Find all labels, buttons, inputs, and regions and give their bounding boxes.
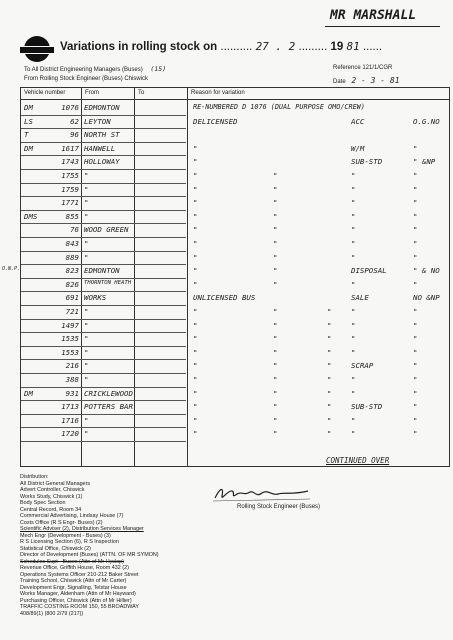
title-year: 81	[346, 40, 360, 53]
row-from: WORKS	[84, 293, 107, 303]
row-rule	[21, 223, 186, 224]
row-vehicle-number: 1076	[61, 103, 79, 112]
row-mark-2: "	[351, 225, 356, 235]
row-reason: "	[193, 184, 198, 194]
distribution-item: Director of Development (Buses) (ATTN. OF MR SYMON)	[20, 552, 159, 558]
row-vehicle-number: 216	[65, 361, 79, 371]
row-mark-3: "	[413, 279, 418, 289]
roundel-logo-icon	[24, 36, 50, 62]
row-vehicle-number: 931	[65, 388, 79, 398]
row-from: "	[84, 184, 89, 194]
row-mark-1: "	[273, 402, 278, 412]
row-mark-3: "	[413, 239, 418, 248]
continued-note: CONTINUED OVER	[326, 456, 390, 465]
row-reason: "	[193, 388, 198, 398]
row-mark-2: "	[351, 184, 356, 194]
title-dots-2: .........	[298, 41, 328, 53]
row-reason: "	[193, 266, 198, 276]
col-header-from: From	[85, 90, 99, 96]
row-vehicle-number: 1713	[61, 402, 79, 412]
row-mark-1: "	[273, 388, 278, 398]
distribution-item: Costs Office (R S Engr- Buses) (2)	[20, 519, 103, 526]
distribution-item: Purchasing Officer, Chiswick (Attn of Mr Hillier)	[20, 597, 132, 604]
row-vehicle-number: 855	[65, 211, 79, 221]
row-vehicle-number: 826	[65, 279, 79, 289]
row-mark-3: "	[413, 402, 418, 412]
row-mark-1: "	[273, 415, 278, 425]
row-vehicle-number: 1553	[61, 347, 79, 357]
distribution-item: Advert Controller, Chiswick	[20, 487, 85, 493]
row-mark-2: "	[351, 429, 356, 439]
row-vehicle-number: 1535	[61, 334, 79, 344]
row-mark-3: "	[413, 225, 418, 235]
row-mark-1: "	[273, 375, 278, 384]
date-value: 2 - 3 - 81	[351, 76, 400, 85]
row-from: "	[84, 307, 89, 316]
to-count: (15)	[150, 65, 167, 73]
row-from: POTTERS BAR	[84, 402, 133, 412]
row-mark-3: "	[413, 143, 418, 153]
row-mark-4: "	[327, 347, 332, 357]
row-vehicle-number: 62	[70, 116, 79, 126]
row-mark-4: "	[327, 388, 332, 398]
row-mark-3: "	[413, 171, 418, 180]
row-mark-4: "	[327, 320, 332, 330]
row-mark-1: "	[273, 361, 278, 371]
row-mark-1: "	[273, 252, 278, 262]
row-mark-2: "	[351, 279, 356, 289]
row-rule	[21, 142, 186, 143]
distribution-item: Operations Systems Officer 210-212 Baker Street	[20, 571, 139, 578]
row-mark-2: W/M	[351, 143, 365, 153]
row-mark-4: "	[327, 415, 332, 425]
table-header-rule	[21, 99, 449, 100]
row-rule	[21, 264, 186, 265]
row-class: LS	[24, 116, 33, 126]
row-from: THORNTON HEATH	[84, 279, 132, 286]
row-rule	[21, 427, 186, 428]
row-mark-4: "	[327, 375, 332, 384]
row-reason: "	[193, 307, 198, 316]
row-mark-2: SUB-STD	[351, 402, 383, 412]
row-vehicle-number: 1743	[61, 157, 79, 167]
row-rule	[21, 155, 186, 156]
row-from: LEYTON	[84, 116, 111, 126]
row-mark-1: "	[273, 334, 278, 344]
row-mark-2: SCRAP	[351, 361, 374, 371]
row-mark-2: "	[351, 320, 356, 330]
col-divider-reason	[187, 88, 188, 466]
row-vehicle-number: 1716	[61, 415, 79, 425]
row-rule	[21, 251, 186, 252]
row-rule	[21, 305, 186, 306]
signature-label: Rolling Stock Engineer (Buses)	[237, 504, 321, 510]
row-mark-1: "	[273, 320, 278, 330]
row-reason: "	[193, 157, 198, 167]
row-from: "	[84, 429, 89, 439]
row-rule	[21, 183, 186, 184]
row-vehicle-number: 1759	[61, 184, 79, 194]
row-reason: DELICENSED	[193, 116, 238, 126]
row-rule	[21, 387, 186, 388]
row-mark-2: "	[351, 307, 356, 316]
row-reason: "	[193, 198, 198, 208]
row-from: EDMONTON	[84, 266, 120, 276]
distribution-item: Commercial Advertising, Lindsay House (7)	[20, 513, 124, 519]
row-vehicle-number: 1771	[61, 198, 79, 208]
from-line: From Rolling Stock Engineer (Buses) Chiswick	[24, 76, 149, 82]
row-mark-3: "	[413, 198, 418, 208]
reference-label: Reference 121/1/CGR	[333, 65, 393, 71]
row-mark-2: ACC	[351, 116, 365, 126]
title-dots-1: ..........	[220, 41, 253, 53]
row-from: "	[84, 334, 89, 344]
row-vehicle-number: 1617	[61, 143, 79, 153]
row-mark-1: "	[273, 198, 278, 208]
row-from: WOOD GREEN	[84, 225, 129, 235]
row-vehicle-number: 721	[65, 307, 79, 316]
row-reason: "	[193, 361, 198, 371]
row-rule	[21, 441, 186, 442]
row-mark-3: "	[413, 211, 418, 221]
row-mark-3: "	[413, 361, 418, 371]
row-mark-2: "	[351, 239, 356, 248]
row-vehicle-number: 1497	[61, 320, 79, 330]
row-class: T	[24, 130, 29, 140]
row-mark-2: "	[351, 252, 356, 262]
row-mark-2: SALE	[351, 293, 369, 303]
row-mark-3: NO &NP	[413, 293, 440, 303]
row-reason: "	[193, 402, 198, 412]
row-class: DMS	[24, 211, 38, 221]
row-mark-3: "	[413, 375, 418, 384]
row-rule	[21, 373, 186, 374]
col-header-to: To	[138, 90, 145, 96]
row-mark-1: "	[273, 266, 278, 276]
row-mark-2: DISPOSAL	[351, 266, 387, 276]
handwritten-name: MR MARSHALL	[330, 8, 417, 23]
row-from: EDMONTON	[84, 103, 120, 112]
row-mark-4: "	[327, 429, 332, 439]
row-rule	[21, 291, 186, 292]
row-mark-2: SUB-STD	[351, 157, 383, 167]
row-mark-3: "	[413, 347, 418, 357]
distribution-item: Works Study, Chiswick (1)	[20, 493, 83, 500]
row-reason: "	[193, 334, 198, 344]
row-rule	[21, 210, 186, 211]
distribution-item: Scientific Adviser (2), Distribution Services Manager	[20, 526, 144, 532]
distribution-item: Mech Engr (Development - Buses) (3)	[20, 532, 111, 539]
row-from: HOLLOWAY	[84, 157, 120, 167]
row-mark-1: "	[273, 239, 278, 248]
row-rule	[21, 359, 186, 360]
row-vehicle-number: 388	[65, 375, 79, 384]
distribution-item: All District General Managers	[20, 480, 91, 487]
row-rule	[21, 237, 186, 238]
row-rule	[21, 278, 186, 279]
row-from: "	[84, 239, 89, 248]
distribution-item: R S Licensing Section (6), R S Inspection	[20, 539, 119, 545]
row-mark-3: " & NO	[413, 266, 440, 276]
row-reason: "	[193, 143, 198, 153]
col-header-reason: Reason for variation	[191, 90, 245, 96]
row-mark-1: "	[273, 211, 278, 221]
distribution-heading: Distribution:	[20, 474, 49, 480]
row-vehicle-number: 76	[70, 225, 79, 235]
distribution-item: Works Manager, Aldenham (Attn of Mr Hayward)	[20, 591, 136, 597]
distribution-item: Training School, Chiswick (Attn of Mr Carter)	[20, 578, 127, 584]
row-class: DM	[24, 388, 33, 398]
row-mark-2: "	[351, 171, 356, 180]
row-reason: RE-NUMBERED D 1076 (DUAL PURPOSE OMO/CREW)	[193, 103, 365, 111]
row-mark-3: "	[413, 307, 418, 316]
distribution-item: TRAFFIC COSTING ROOM 150, 55 BROADWAY	[20, 604, 139, 610]
row-mark-2: "	[351, 347, 356, 357]
row-rule	[21, 400, 186, 401]
row-reason: "	[193, 225, 198, 235]
title-year-prefix: 19	[330, 41, 344, 53]
row-from: "	[84, 320, 89, 330]
row-rule	[21, 128, 186, 129]
row-rule	[21, 414, 186, 415]
row-mark-1: "	[273, 225, 278, 235]
row-rule	[21, 169, 186, 170]
row-reason: "	[193, 279, 198, 289]
row-mark-4: "	[327, 402, 332, 412]
row-rule	[21, 332, 186, 333]
row-mark-3: "	[413, 388, 418, 398]
row-mark-2: "	[351, 198, 356, 208]
row-mark-3: "	[413, 429, 418, 439]
row-vehicle-number: 843	[65, 239, 79, 248]
row-class: DM	[24, 103, 33, 112]
row-mark-2: "	[351, 415, 356, 425]
date-field	[333, 76, 400, 85]
row-mark-4: "	[327, 307, 332, 316]
distribution-item: Body Spec Section	[20, 500, 66, 506]
row-rule	[21, 115, 186, 116]
row-mark-3: O.G.NO	[413, 116, 440, 126]
row-mark-1: "	[273, 171, 278, 180]
to-line-text: To All District Engineering Managers (Buses)	[24, 67, 143, 73]
row-mark-2: "	[351, 211, 356, 221]
row-mark-3: "	[413, 320, 418, 330]
row-vehicle-number: 691	[65, 293, 79, 303]
row-vehicle-number: 1720	[61, 429, 79, 439]
row-mark-2: "	[351, 334, 356, 344]
row-reason: "	[193, 211, 198, 221]
row-mark-1: "	[273, 307, 278, 316]
name-underline	[325, 26, 440, 27]
col-header-vehicle: Vehicle number	[24, 90, 66, 96]
row-mark-2: "	[351, 375, 356, 384]
to-line	[24, 65, 166, 73]
distribution-item: Revenue Office, Griffith House, Room 432 (2)	[20, 565, 129, 571]
distribution-item: 408/89(1) (800 2/79 (217))	[20, 610, 84, 617]
row-reason: "	[193, 347, 198, 357]
margin-note: O.N.P.	[2, 266, 21, 272]
row-vehicle-number: 96	[70, 130, 79, 140]
title-prefix: Variations in rolling stock on	[60, 41, 218, 53]
distribution-item: Statistical Office, Chiswick (2)	[20, 545, 91, 552]
row-mark-3: "	[413, 334, 418, 344]
row-reason: "	[193, 252, 198, 262]
signature-mark	[212, 482, 312, 504]
row-mark-3: "	[413, 415, 418, 425]
title-date: 27 . 2	[255, 40, 296, 53]
row-mark-1: "	[273, 429, 278, 439]
row-mark-1: "	[273, 347, 278, 357]
row-from: HANWELL	[84, 143, 116, 153]
row-from: CRICKLEWOOD	[84, 388, 133, 398]
distribution-item: Central Record, Room 34	[20, 506, 82, 513]
row-from: "	[84, 361, 89, 371]
row-reason: "	[193, 375, 198, 384]
row-mark-2: "	[351, 388, 356, 398]
row-rule	[21, 346, 186, 347]
row-mark-3: " &NP	[413, 157, 436, 167]
row-mark-3: "	[413, 184, 418, 194]
date-label: Date	[333, 79, 346, 85]
form-title	[60, 40, 382, 53]
row-reason: "	[193, 171, 198, 180]
row-reason: "	[193, 239, 198, 248]
row-from: "	[84, 198, 89, 208]
row-from: NORTH ST	[84, 130, 120, 140]
row-from: "	[84, 347, 89, 357]
row-mark-1: "	[273, 184, 278, 194]
row-vehicle-number: 1755	[61, 171, 79, 180]
row-from: "	[84, 252, 89, 262]
row-reason: "	[193, 415, 198, 425]
row-from: "	[84, 171, 89, 180]
row-mark-3: "	[413, 252, 418, 262]
row-reason: "	[193, 429, 198, 439]
row-rule	[21, 319, 186, 320]
row-class: DM	[24, 143, 33, 153]
variations-table	[20, 87, 450, 467]
title-dots-3: ......	[362, 41, 383, 53]
row-from: "	[84, 375, 89, 384]
row-mark-1: "	[273, 279, 278, 289]
row-mark-4: "	[327, 334, 332, 344]
row-from: "	[84, 211, 89, 221]
row-rule	[21, 196, 186, 197]
distribution-list	[20, 474, 159, 617]
row-reason: "	[193, 320, 198, 330]
row-from: "	[84, 415, 89, 425]
row-reason: UNLICENSED BUS	[193, 293, 256, 303]
distribution-item: Schedules Supt - Buses (Attn of Mr Hyslop)	[20, 558, 124, 565]
distribution-item: Development Engr, Signalling, Telstar House	[20, 584, 127, 591]
row-vehicle-number: 823	[65, 266, 79, 276]
row-mark-4: "	[327, 361, 332, 371]
row-vehicle-number: 889	[65, 252, 79, 262]
